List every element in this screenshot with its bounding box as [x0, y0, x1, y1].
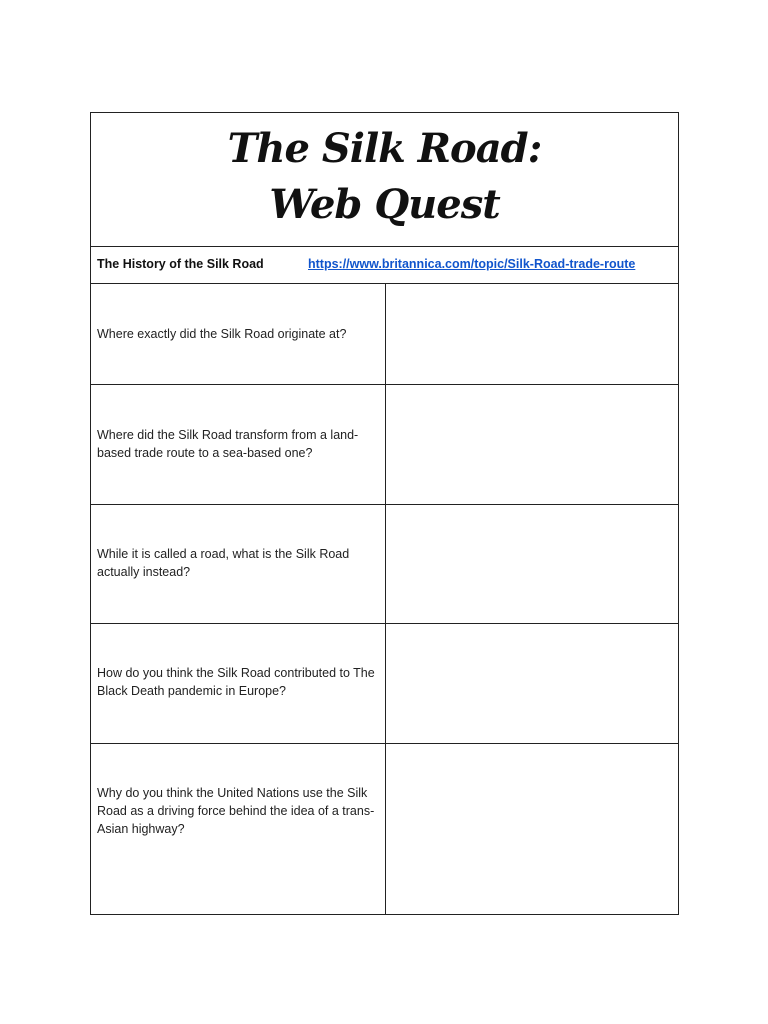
answer-cell[interactable] — [386, 744, 678, 914]
source-label: The History of the Silk Road — [97, 257, 264, 271]
question-text: Where did the Silk Road transform from a land-based trade route to a sea-based one? — [97, 428, 359, 460]
question-cell — [91, 744, 386, 914]
source-link[interactable]: https://www.britannica.com/topic/Silk-Road-trade-route — [308, 257, 636, 271]
question-row-2 — [91, 385, 678, 505]
question-row-1 — [91, 284, 678, 385]
question-row-5 — [91, 744, 678, 914]
question-cell — [91, 284, 386, 384]
answer-cell[interactable] — [386, 385, 678, 504]
answer-cell[interactable] — [386, 505, 678, 623]
answer-cell[interactable] — [386, 284, 678, 384]
question-text: Where exactly did the Silk Road originate at? — [97, 327, 347, 341]
question-row-3 — [91, 505, 678, 624]
question-row-4 — [91, 624, 678, 744]
question-text: Why do you think the United Nations use the Silk Road as a driving force behind the idea of a trans-Asian highway? — [97, 786, 375, 836]
page-title-line2: Web Quest — [269, 181, 500, 228]
question-cell — [91, 385, 386, 504]
question-cell — [91, 624, 386, 743]
source-row — [91, 247, 678, 284]
question-text: How do you think the Silk Road contributed to The Black Death pandemic in Europe? — [97, 666, 375, 698]
page-title-line1: The Silk Road: — [227, 125, 542, 172]
question-text: While it is called a road, what is the Silk Road actually instead? — [97, 547, 350, 579]
answer-cell[interactable] — [386, 624, 678, 743]
worksheet-table — [90, 112, 679, 915]
title-cell — [91, 113, 678, 247]
question-cell — [91, 505, 386, 623]
